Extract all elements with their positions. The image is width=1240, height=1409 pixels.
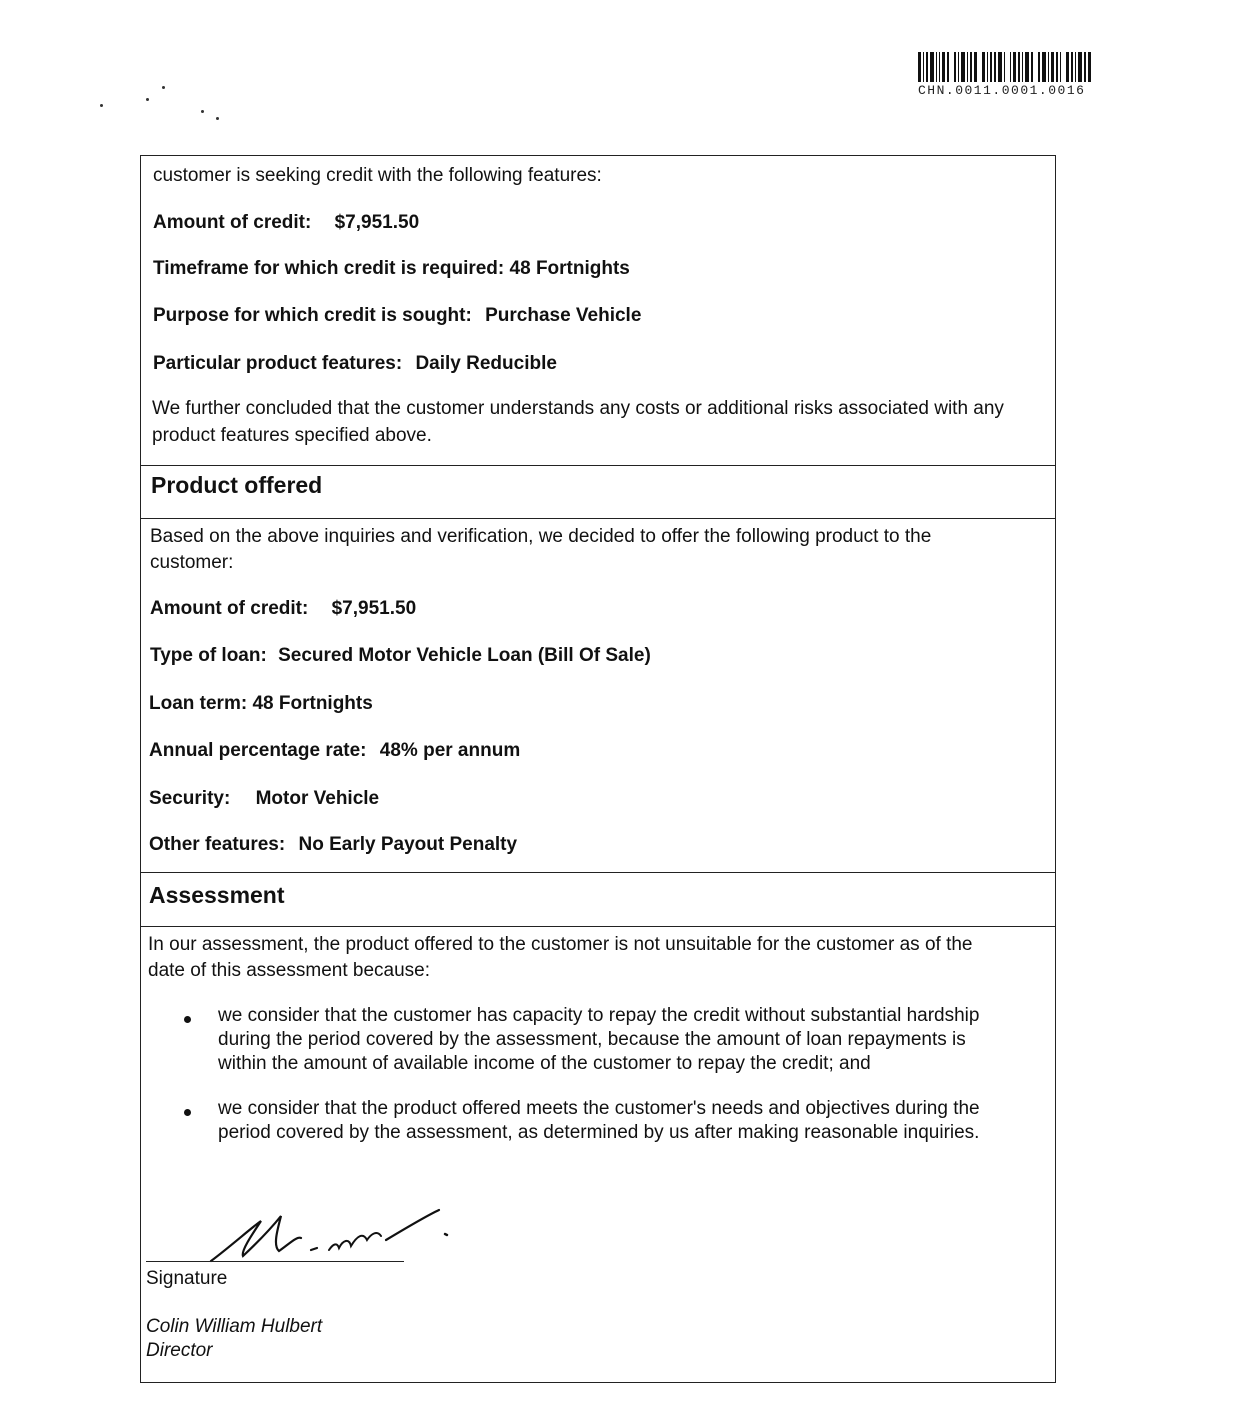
document-frame	[140, 155, 1056, 1383]
scan-speck	[162, 86, 165, 89]
product-row-other	[149, 832, 517, 857]
handwritten-signature	[181, 1206, 451, 1266]
field-label: Loan term:	[149, 693, 248, 714]
intro-row-purpose	[153, 303, 641, 328]
bullet-icon	[184, 1109, 191, 1116]
field-value: 48 Fortnights	[252, 693, 373, 714]
field-value: No Early Payout Penalty	[298, 834, 518, 855]
barcode	[918, 52, 1124, 98]
assessment-lead-line-1: In our assessment, the product offered to the customer is not unsuitable for the customer as of the	[148, 934, 973, 955]
section-heading-assessment: Assessment	[149, 882, 285, 908]
product-row-type	[150, 643, 651, 668]
signatory-title: Director	[146, 1340, 213, 1361]
intro-conclusion-line-2: product features specified above.	[152, 425, 432, 446]
section-heading-product: Product offered	[151, 472, 323, 498]
bullet-line: during the period covered by the assessment, because the amount of loan repayments is	[218, 1029, 966, 1050]
divider	[141, 518, 1055, 519]
product-lead-line-2: customer:	[150, 552, 234, 573]
scan-speck	[100, 104, 103, 107]
product-row-security	[149, 786, 379, 811]
assessment-lead-line-2: date of this assessment because:	[148, 960, 430, 981]
product-row-amount	[150, 596, 416, 621]
field-label: Purpose for which credit is sought:	[153, 305, 472, 326]
field-label: Annual percentage rate:	[149, 740, 367, 761]
field-value: 48 Fortnights	[509, 258, 630, 279]
intro-row-features	[153, 351, 557, 376]
intro-conclusion-line-1: We further concluded that the customer understands any costs or additional risks associated with any	[152, 398, 1004, 419]
field-value: $7,951.50	[334, 212, 420, 233]
field-label: Amount of credit:	[150, 598, 309, 619]
field-value: Motor Vehicle	[255, 788, 380, 809]
assessment-bullet-2	[218, 1097, 980, 1145]
signature-label: Signature	[146, 1268, 228, 1289]
field-label: Other features:	[149, 834, 286, 855]
intro-row-amount	[153, 210, 419, 235]
field-value: 48% per annum	[379, 740, 521, 761]
signatory-name: Colin William Hulbert	[146, 1316, 323, 1337]
intro-row-timeframe	[153, 256, 630, 281]
product-lead-line-1: Based on the above inquiries and verification, we decided to offer the following product to the	[150, 526, 932, 547]
divider	[141, 872, 1055, 873]
bullet-line: period covered by the assessment, as determined by us after making reasonable inquiries.	[218, 1122, 980, 1143]
barcode-number: CHN.0011.0001.0016	[918, 83, 1086, 98]
divider	[141, 926, 1055, 927]
bullet-line: we consider that the customer has capacity to repay the credit without substantial hardship	[218, 1005, 980, 1026]
intro-lead: customer is seeking credit with the following features:	[153, 165, 602, 186]
field-value: Secured Motor Vehicle Loan (Bill Of Sale)	[278, 645, 651, 666]
field-label: Particular product features:	[153, 353, 403, 374]
barcode-bars	[918, 52, 1124, 82]
scan-speck	[146, 98, 149, 101]
bullet-line: we consider that the product offered meets the customer's needs and objectives during the	[218, 1098, 980, 1119]
field-value: Purchase Vehicle	[485, 305, 642, 326]
scan-speck	[201, 110, 204, 113]
field-value: Daily Reducible	[415, 353, 557, 374]
scan-speck	[216, 117, 219, 120]
assessment-bullet-1	[218, 1004, 979, 1076]
divider	[141, 465, 1055, 466]
signature-line	[146, 1261, 404, 1262]
bullet-icon	[184, 1016, 191, 1023]
field-label: Type of loan:	[150, 645, 267, 666]
product-row-term	[149, 691, 373, 716]
product-row-apr	[149, 738, 520, 763]
field-value: $7,951.50	[331, 598, 417, 619]
bullet-line: within the amount of available income of the customer to repay the credit; and	[218, 1053, 871, 1074]
field-label: Amount of credit:	[153, 212, 312, 233]
field-label: Security:	[149, 788, 231, 809]
field-label: Timeframe for which credit is required:	[153, 258, 505, 279]
